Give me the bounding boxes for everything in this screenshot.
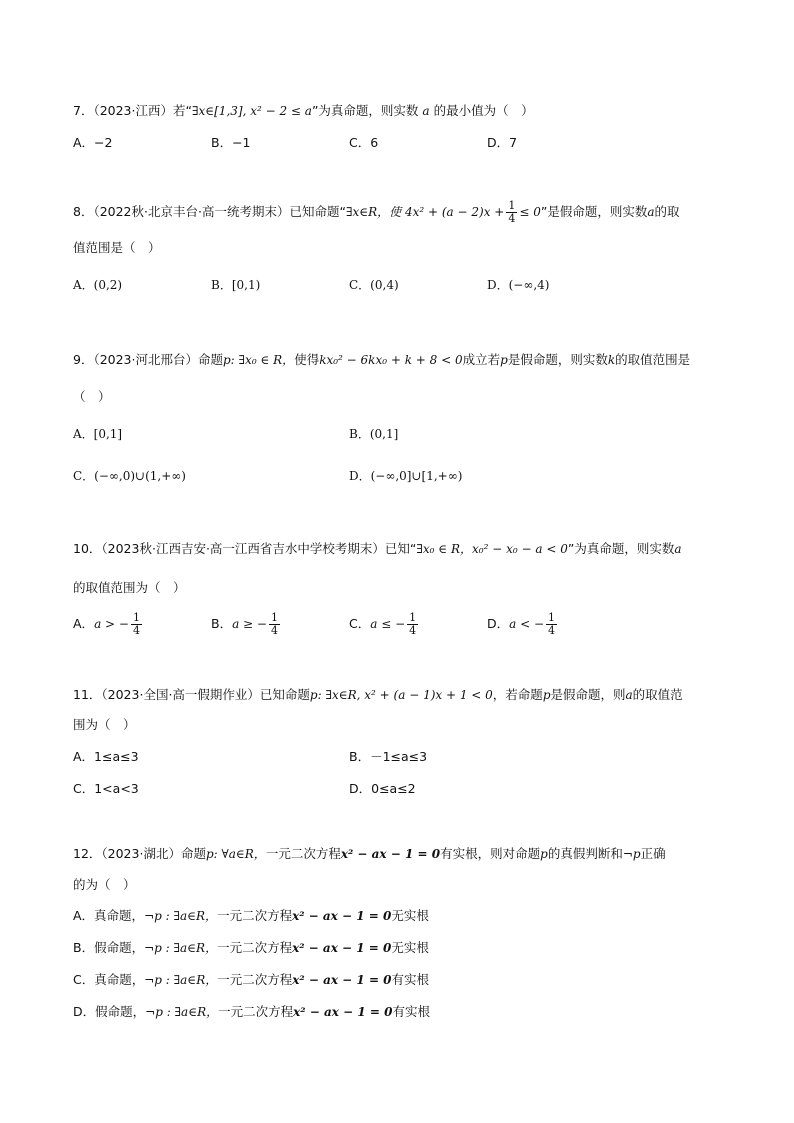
q12-option-b-eq: x² − ax − 1 = 0 [292, 941, 392, 955]
q10-option-b[interactable] [211, 612, 282, 637]
q9-stem-text-2: 使得 [294, 352, 320, 367]
q10-option-d-num: 1 [548, 611, 556, 624]
q10-option-b-den: 4 [270, 624, 278, 637]
q12-stem-text: 12．（2023·湖北）命题 [73, 846, 206, 861]
q11-var-a: a [625, 688, 633, 702]
q9-stem-text-4: 是假命题，则实数 [507, 352, 608, 367]
q12-option-a-label: A．真命题， [73, 908, 145, 923]
q9-option-a[interactable]: A．[0,1] [73, 427, 123, 441]
q7-option-c[interactable]: C．6 [349, 135, 379, 150]
q10-option-b-num: 1 [270, 611, 278, 624]
q12-stem-text-3: 有实根，则对命题 [440, 846, 541, 861]
q10-option-b-label: B． [211, 616, 233, 631]
q12-option-c-label: C．真命题， [73, 972, 145, 987]
q10-option-c[interactable] [349, 612, 420, 637]
q9-stem-text-3: 成立若 [462, 352, 501, 367]
q10-option-c-expr: a ≤ − [370, 617, 406, 631]
q12-option-b-mid: 一元二次方程 [217, 940, 293, 955]
q9-stem-text-5: 的取值范围是 [615, 352, 691, 367]
q12-neg-p: ¬p [622, 847, 641, 861]
q12-formula: p: ∀a∈R， [205, 847, 266, 861]
q12-option-d-mid: 一元二次方程 [218, 1004, 294, 1019]
q10-option-c-num: 1 [409, 611, 417, 624]
q10-option-d-label: D． [487, 616, 510, 631]
q12-stem-text-5: 正确 [640, 846, 666, 861]
q7-stem [73, 102, 534, 120]
q10-option-a-den: 4 [132, 624, 140, 637]
q8-var: a [647, 205, 655, 219]
q11-stem-text-2: ，若命题 [492, 687, 543, 702]
q12-option-b[interactable] [73, 939, 429, 957]
q9-var-p: p [500, 353, 508, 367]
q10-stem-line2: 的取值范围为（ ） [73, 580, 186, 595]
q10-formula: ∃x₀ ∈ R，x₀² − x₀ − a < 0 [416, 542, 568, 556]
q12-option-a[interactable] [73, 907, 429, 925]
q10-option-a-expr: a > − [94, 617, 129, 631]
q12-option-c[interactable] [73, 971, 429, 989]
q11-option-c[interactable]: C．1<a<3 [73, 781, 139, 796]
q8-frac-num: 1 [508, 199, 516, 212]
q7-var: a [422, 104, 430, 118]
q9-option-c[interactable]: C．(−∞,0)∪(1,+∞) [73, 469, 186, 483]
q8-stem-line2: 值范围是（ ） [73, 240, 161, 255]
q10-option-c-den: 4 [409, 624, 417, 637]
q8-option-a[interactable]: A．(0,2) [73, 278, 123, 292]
q11-stem-text: 11．（2023·全国·高一假期作业）已知命题 [73, 687, 310, 702]
q7-option-a[interactable]: A．−2 [73, 135, 113, 150]
q12-option-b-neg: ¬p : ∃a∈R， [144, 941, 218, 955]
q12-option-d-eq: x² − ax − 1 = 0 [293, 1005, 393, 1019]
q10-stem-text: 10．（2023秋·江西吉安·高一江西省吉水中学校考期末）已知“ [73, 541, 417, 556]
q12-stem [73, 845, 666, 863]
q8-stem [73, 200, 680, 225]
q7-stem-text-3: 的最小值为（ ） [433, 103, 534, 118]
q8-stem-text-3: 的取 [654, 204, 680, 219]
q10-stem [73, 540, 682, 558]
q12-option-c-neg: ¬p : ∃a∈R， [144, 973, 218, 987]
q11-stem-text-4: 的取值范 [632, 687, 683, 702]
q12-stem-line2: 的为（ ） [73, 877, 136, 892]
q9-option-b[interactable]: B．(0,1] [349, 427, 399, 441]
q11-var-p: p [542, 688, 551, 702]
q7-option-b[interactable]: B．−1 [211, 135, 251, 150]
q7-option-d[interactable]: D．7 [487, 135, 518, 150]
q12-option-d-end: 有实根 [392, 1004, 430, 1019]
q10-option-a-num: 1 [132, 611, 140, 624]
q10-stem-text-2: ”为真命题，则实数 [567, 541, 675, 556]
q12-option-d-label: D．假命题， [73, 1004, 146, 1019]
q11-stem-text-3: 是假命题，则 [550, 687, 626, 702]
q9-formula: p: ∃x₀ ∈ R， [223, 353, 295, 367]
q8-formula-b: ≤ 0 [519, 205, 541, 219]
q12-option-d-neg: ¬p : ∃a∈R， [145, 1005, 219, 1019]
q11-formula: p: ∃x∈R, x² + (a − 1)x + 1 < 0 [309, 688, 493, 702]
q12-option-c-eq: x² − ax − 1 = 0 [292, 973, 392, 987]
q10-option-b-frac [269, 612, 280, 637]
q12-stem-text-4: 的真假判断和 [547, 846, 623, 861]
q8-option-c[interactable]: C．(0,4) [349, 278, 399, 292]
q10-option-a-label: A． [73, 616, 95, 631]
q7-stem-text: 7．（2023·江西）若“ [73, 103, 192, 118]
q10-option-a[interactable] [73, 612, 144, 637]
q12-option-d[interactable] [73, 1003, 430, 1021]
q12-option-b-end: 无实根 [391, 940, 429, 955]
q9-stem-line2: （ ） [73, 389, 111, 404]
q12-option-c-mid: 一元二次方程 [217, 972, 293, 987]
q12-option-b-label: B．假命题， [73, 940, 145, 955]
q10-option-d-den: 4 [548, 624, 556, 637]
q11-stem [73, 686, 683, 704]
q10-option-c-frac [407, 612, 418, 637]
q11-stem-line2: 围为（ ） [73, 717, 136, 732]
q12-option-a-neg: ¬p : ∃a∈R， [144, 909, 218, 923]
q12-option-a-mid: 一元二次方程 [217, 908, 293, 923]
q8-option-d[interactable]: D．(−∞,4) [487, 278, 550, 292]
q8-fraction [506, 200, 517, 225]
q8-stem-text: 8．（2022秋·北京丰台·高一统考期末）已知命题“ [73, 204, 346, 219]
q8-stem-text-2: ”是假命题，则实数 [540, 204, 648, 219]
q10-option-b-expr: a ≥ − [232, 617, 267, 631]
q11-option-b[interactable]: B．－1≤a≤3 [349, 749, 428, 764]
q12-var-p: p [540, 847, 548, 861]
q9-formula-b: kx₀² − 6kx₀ + k + 8 < 0 [319, 353, 463, 367]
q9-stem-text: 9．（2023·河北邢台）命题 [73, 352, 223, 367]
q11-option-a[interactable]: A．1≤a≤3 [73, 749, 139, 764]
q12-formula-b: x² − ax − 1 = 0 [340, 847, 441, 861]
q8-formula-a: ∃x∈R，使 4x² + (a − 2)x + [345, 205, 505, 219]
q9-var-k: k [607, 353, 616, 367]
q7-stem-text-2: ”为真命题，则实数 [311, 103, 419, 118]
q11-option-d[interactable]: D．0≤a≤2 [349, 781, 416, 796]
q12-option-a-eq: x² − ax − 1 = 0 [292, 909, 392, 923]
q10-var: a [674, 542, 682, 556]
q10-option-d[interactable] [487, 612, 559, 637]
q12-option-c-end: 有实根 [391, 972, 430, 987]
q8-frac-den: 4 [508, 212, 516, 225]
q10-option-d-expr: a < − [509, 617, 545, 631]
q9-option-d[interactable]: D．(−∞,0]∪[1,+∞) [349, 469, 463, 483]
q9-stem [73, 351, 690, 369]
q10-option-d-frac [546, 612, 557, 637]
q10-option-a-frac [131, 612, 142, 637]
q12-stem-text-2: 一元二次方程 [265, 846, 341, 861]
q8-option-b[interactable]: B．[0,1) [211, 278, 261, 292]
q7-formula: ∃x∈[1,3], x² − 2 ≤ a [191, 104, 312, 118]
q10-option-c-label: C． [349, 616, 371, 631]
q12-option-a-end: 无实根 [391, 908, 429, 923]
